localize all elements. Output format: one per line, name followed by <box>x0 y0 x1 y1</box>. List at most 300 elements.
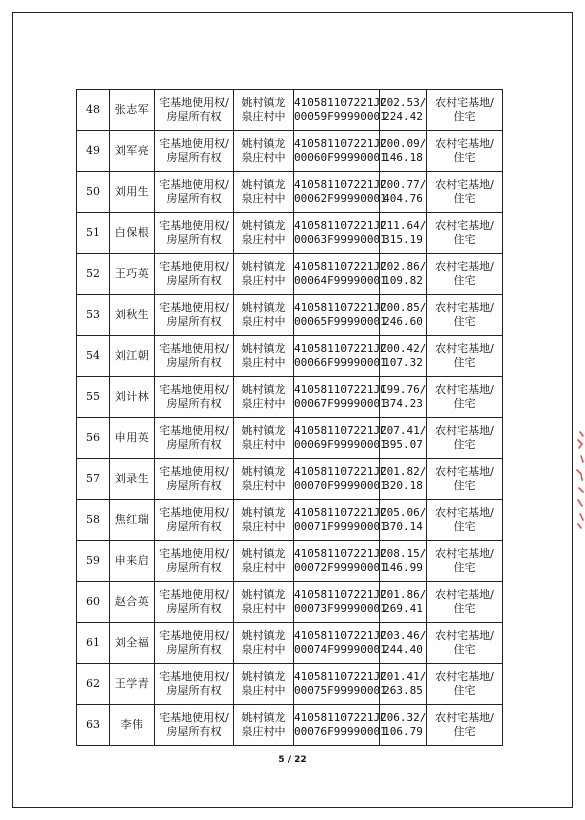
location-cell-text: 泉庄村中 <box>241 151 286 164</box>
row-number-cell-text: 55 <box>86 390 100 403</box>
right-type-cell <box>155 377 234 418</box>
row-number-cell <box>77 541 110 582</box>
area-cell-text: 200.85/ <box>380 301 427 314</box>
right-type-cell-text: 宅基地使用权/ <box>159 670 229 683</box>
parcel-code-cell-text: 410581107221JC <box>294 670 387 683</box>
right-type-cell <box>155 705 234 746</box>
location-cell-text: 姚村镇龙 <box>241 137 286 150</box>
row-number-cell <box>77 623 110 664</box>
owner-name-cell-text: 申来启 <box>114 554 150 567</box>
right-type-cell-text: 宅基地使用权/ <box>159 506 229 519</box>
area-cell <box>380 664 427 705</box>
page-number: 5 / 22 <box>278 755 307 765</box>
location-cell-text: 姚村镇龙 <box>241 260 286 273</box>
parcel-code-cell <box>294 541 387 582</box>
parcel-code-cell-text: 00073F99990001 <box>294 602 387 615</box>
owner-name-cell <box>110 295 155 336</box>
table-row <box>77 623 503 664</box>
location-cell-text: 姚村镇龙 <box>241 342 286 355</box>
parcel-code-cell-text: 410581107221JC <box>294 465 387 478</box>
land-use-cell-text: 住宅 <box>453 356 476 369</box>
parcel-code-cell <box>294 336 387 377</box>
parcel-code-cell-text: 00072F99990001 <box>294 561 387 574</box>
row-number-cell-text: 49 <box>86 144 100 157</box>
parcel-code-cell <box>294 459 387 500</box>
parcel-code-cell <box>294 131 387 172</box>
land-use-cell <box>427 90 503 131</box>
row-number-cell-text: 57 <box>86 472 100 485</box>
land-use-cell-text: 农村宅基地/ <box>435 670 494 683</box>
row-number-cell-text: 63 <box>86 718 100 731</box>
land-use-cell <box>427 213 503 254</box>
location-cell-text: 姚村镇龙 <box>241 547 286 560</box>
area-cell-text: 203.46/ <box>380 629 427 642</box>
parcel-code-cell <box>294 705 387 746</box>
table-row <box>77 131 503 172</box>
location-cell-text: 姚村镇龙 <box>241 588 286 601</box>
location-cell-text: 泉庄村中 <box>241 561 286 574</box>
area-cell <box>380 295 427 336</box>
area-cell <box>380 172 427 213</box>
area-cell-text: 146.18 <box>383 151 423 164</box>
parcel-code-cell-text: 00069F99990001 <box>294 438 387 451</box>
location-cell-text: 泉庄村中 <box>241 110 286 123</box>
location-cell-text: 泉庄村中 <box>241 192 286 205</box>
table-row <box>77 336 503 377</box>
land-use-cell-text: 住宅 <box>453 192 476 205</box>
land-use-cell <box>427 623 503 664</box>
land-use-cell-text: 农村宅基地/ <box>435 96 494 109</box>
right-type-cell-text: 宅基地使用权/ <box>159 383 229 396</box>
owner-name-cell <box>110 582 155 623</box>
parcel-code-cell-text: 410581107221JC <box>294 547 387 560</box>
right-type-cell <box>155 254 234 295</box>
owner-name-cell <box>110 623 155 664</box>
right-type-cell-text: 宅基地使用权/ <box>159 711 229 724</box>
right-type-cell <box>155 131 234 172</box>
area-cell <box>380 500 427 541</box>
location-cell <box>234 500 294 541</box>
owner-name-cell-text: 申用英 <box>114 431 150 444</box>
area-cell-text: 146.99 <box>383 561 423 574</box>
area-cell-text: 199.76/ <box>380 383 427 396</box>
right-type-cell-text: 宅基地使用权/ <box>159 260 229 273</box>
stamp-mark <box>577 432 583 528</box>
land-use-cell-text: 住宅 <box>453 274 476 287</box>
land-use-cell-text: 住宅 <box>453 479 476 492</box>
owner-name-cell-text: 王巧英 <box>114 267 150 280</box>
land-use-cell <box>427 254 503 295</box>
table-body <box>77 90 503 746</box>
location-cell-text: 姚村镇龙 <box>241 465 286 478</box>
owner-name-cell <box>110 131 155 172</box>
area-cell <box>380 213 427 254</box>
table-row <box>77 459 503 500</box>
parcel-code-cell <box>294 377 387 418</box>
right-type-cell-text: 房屋所有权 <box>166 356 222 369</box>
area-cell-text: 208.15/ <box>380 547 427 560</box>
location-cell <box>234 336 294 377</box>
area-cell-text: 207.41/ <box>380 424 427 437</box>
row-number-cell-text: 50 <box>86 185 100 198</box>
land-use-cell-text: 农村宅基地/ <box>435 178 494 191</box>
area-cell-text: 320.18 <box>383 479 423 492</box>
area-cell-text: 395.07 <box>383 438 423 451</box>
area-cell-text: 315.19 <box>383 233 423 246</box>
parcel-code-cell <box>294 623 387 664</box>
right-type-cell <box>155 541 234 582</box>
land-use-cell <box>427 459 503 500</box>
land-use-cell-text: 农村宅基地/ <box>435 342 494 355</box>
location-cell-text: 泉庄村中 <box>241 725 286 738</box>
owner-name-cell <box>110 90 155 131</box>
owner-name-cell <box>110 254 155 295</box>
location-cell <box>234 623 294 664</box>
row-number-cell-text: 56 <box>86 431 100 444</box>
right-type-cell <box>155 582 234 623</box>
row-number-cell-text: 53 <box>86 308 100 321</box>
row-number-cell <box>77 500 110 541</box>
right-type-cell-text: 宅基地使用权/ <box>159 424 229 437</box>
right-type-cell-text: 宅基地使用权/ <box>159 588 229 601</box>
area-cell-text: 224.42 <box>383 110 423 123</box>
row-number-cell-text: 60 <box>86 595 100 608</box>
land-use-cell <box>427 500 503 541</box>
parcel-code-cell-text: 410581107221JC <box>294 137 387 150</box>
land-use-cell-text: 农村宅基地/ <box>435 219 494 232</box>
area-cell-text: 205.06/ <box>380 506 427 519</box>
location-cell <box>234 213 294 254</box>
right-type-cell <box>155 664 234 705</box>
area-cell-text: 211.64/ <box>380 219 427 232</box>
land-use-cell <box>427 541 503 582</box>
location-cell-text: 泉庄村中 <box>241 479 286 492</box>
row-number-cell <box>77 582 110 623</box>
right-type-cell-text: 宅基地使用权/ <box>159 547 229 560</box>
land-use-cell <box>427 582 503 623</box>
right-type-cell-text: 房屋所有权 <box>166 561 222 574</box>
land-use-cell-text: 住宅 <box>453 233 476 246</box>
area-cell-text: 269.41 <box>383 602 423 615</box>
right-type-cell <box>155 336 234 377</box>
row-number-cell <box>77 336 110 377</box>
table-row <box>77 582 503 623</box>
row-number-cell-text: 58 <box>86 513 100 526</box>
row-number-cell <box>77 664 110 705</box>
area-cell-text: 107.32 <box>383 356 423 369</box>
location-cell-text: 姚村镇龙 <box>241 178 286 191</box>
parcel-code-cell-text: 00065F99990001 <box>294 315 387 328</box>
parcel-code-cell-text: 00067F99990001 <box>294 397 387 410</box>
right-type-cell-text: 宅基地使用权/ <box>159 219 229 232</box>
row-number-cell <box>77 295 110 336</box>
location-cell-text: 泉庄村中 <box>241 438 286 451</box>
parcel-code-cell-text: 00071F99990001 <box>294 520 387 533</box>
owner-name-cell <box>110 541 155 582</box>
location-cell <box>234 172 294 213</box>
owner-name-cell <box>110 705 155 746</box>
location-cell <box>234 582 294 623</box>
land-use-cell-text: 农村宅基地/ <box>435 547 494 560</box>
owner-name-cell-text: 刘用生 <box>114 185 150 198</box>
land-use-cell-text: 农村宅基地/ <box>435 506 494 519</box>
right-type-cell-text: 宅基地使用权/ <box>159 465 229 478</box>
owner-name-cell <box>110 459 155 500</box>
right-type-cell-text: 宅基地使用权/ <box>159 178 229 191</box>
parcel-code-cell-text: 00062F99990001 <box>294 192 387 205</box>
right-type-cell-text: 房屋所有权 <box>166 479 222 492</box>
right-type-cell-text: 房屋所有权 <box>166 233 222 246</box>
owner-name-cell <box>110 418 155 459</box>
table-row <box>77 213 503 254</box>
land-use-cell-text: 住宅 <box>453 110 476 123</box>
area-cell <box>380 705 427 746</box>
area-cell <box>380 582 427 623</box>
land-use-cell-text: 住宅 <box>453 520 476 533</box>
area-cell-text: 202.86/ <box>380 260 427 273</box>
parcel-code-cell-text: 00070F99990001 <box>294 479 387 492</box>
parcel-code-cell <box>294 664 387 705</box>
location-cell-text: 泉庄村中 <box>241 315 286 328</box>
parcel-code-cell <box>294 254 387 295</box>
land-use-cell-text: 农村宅基地/ <box>435 588 494 601</box>
land-use-cell <box>427 377 503 418</box>
land-use-cell-text: 住宅 <box>453 438 476 451</box>
area-cell-text: 244.40 <box>383 643 423 656</box>
location-cell-text: 泉庄村中 <box>241 602 286 615</box>
parcel-code-cell-text: 410581107221JC <box>294 588 387 601</box>
right-type-cell-text: 宅基地使用权/ <box>159 301 229 314</box>
row-number-cell-text: 51 <box>86 226 100 239</box>
area-cell-text: 246.60 <box>383 315 423 328</box>
land-use-cell-text: 住宅 <box>453 315 476 328</box>
location-cell-text: 泉庄村中 <box>241 356 286 369</box>
location-cell-text: 姚村镇龙 <box>241 629 286 642</box>
table-row <box>77 500 503 541</box>
right-type-cell <box>155 172 234 213</box>
location-cell-text: 姚村镇龙 <box>241 424 286 437</box>
right-type-cell <box>155 295 234 336</box>
right-type-cell-text: 房屋所有权 <box>166 438 222 451</box>
land-use-cell-text: 住宅 <box>453 561 476 574</box>
location-cell-text: 泉庄村中 <box>241 233 286 246</box>
parcel-code-cell-text: 410581107221JC <box>294 424 387 437</box>
owner-name-cell <box>110 664 155 705</box>
right-type-cell-text: 宅基地使用权/ <box>159 96 229 109</box>
location-cell-text: 姚村镇龙 <box>241 670 286 683</box>
right-type-cell-text: 房屋所有权 <box>166 602 222 615</box>
right-type-cell-text: 宅基地使用权/ <box>159 629 229 642</box>
right-type-cell <box>155 213 234 254</box>
row-number-cell-text: 59 <box>86 554 100 567</box>
right-type-cell-text: 房屋所有权 <box>166 315 222 328</box>
table-row <box>77 90 503 131</box>
location-cell <box>234 541 294 582</box>
parcel-code-cell <box>294 418 387 459</box>
parcel-code-cell-text: 410581107221JC <box>294 383 387 396</box>
table-row <box>77 172 503 213</box>
land-use-cell <box>427 172 503 213</box>
area-cell-text: 370.14 <box>383 520 423 533</box>
right-type-cell <box>155 90 234 131</box>
right-type-cell <box>155 623 234 664</box>
row-number-cell <box>77 418 110 459</box>
area-cell-text: 201.86/ <box>380 588 427 601</box>
row-number-cell <box>77 213 110 254</box>
parcel-code-cell-text: 410581107221JC <box>294 178 387 191</box>
area-cell <box>380 336 427 377</box>
land-use-cell-text: 住宅 <box>453 684 476 697</box>
owner-name-cell <box>110 377 155 418</box>
area-cell-text: 109.82 <box>383 274 423 287</box>
location-cell <box>234 254 294 295</box>
parcel-code-cell-text: 00066F99990001 <box>294 356 387 369</box>
parcel-code-cell <box>294 295 387 336</box>
parcel-code-cell-text: 410581107221JC <box>294 711 387 724</box>
parcel-code-cell-text: 410581107221JC <box>294 629 387 642</box>
parcel-code-cell-text: 00075F99990001 <box>294 684 387 697</box>
owner-name-cell-text: 刘秋生 <box>114 308 150 321</box>
right-type-cell-text: 房屋所有权 <box>166 110 222 123</box>
land-use-cell <box>427 131 503 172</box>
right-type-cell <box>155 500 234 541</box>
location-cell <box>234 418 294 459</box>
owner-name-cell <box>110 336 155 377</box>
parcel-code-cell-text: 00064F99990001 <box>294 274 387 287</box>
right-type-cell-text: 房屋所有权 <box>166 192 222 205</box>
right-type-cell-text: 房屋所有权 <box>166 684 222 697</box>
location-cell-text: 姚村镇龙 <box>241 219 286 232</box>
owner-name-cell-text: 刘全福 <box>114 636 150 649</box>
area-cell <box>380 254 427 295</box>
area-cell <box>380 131 427 172</box>
location-cell-text: 泉庄村中 <box>241 684 286 697</box>
location-cell <box>234 90 294 131</box>
row-number-cell <box>77 172 110 213</box>
land-use-cell-text: 住宅 <box>453 725 476 738</box>
land-use-cell-text: 农村宅基地/ <box>435 711 494 724</box>
parcel-code-cell <box>294 582 387 623</box>
location-cell-text: 泉庄村中 <box>241 397 286 410</box>
land-use-cell-text: 农村宅基地/ <box>435 260 494 273</box>
owner-name-cell <box>110 172 155 213</box>
right-type-cell-text: 房屋所有权 <box>166 643 222 656</box>
parcel-code-cell-text: 00074F99990001 <box>294 643 387 656</box>
area-cell <box>380 623 427 664</box>
owner-name-cell-text: 刘计林 <box>114 390 150 403</box>
land-use-cell <box>427 664 503 705</box>
owner-name-cell <box>110 213 155 254</box>
owner-name-cell-text: 刘军亮 <box>114 144 150 157</box>
row-number-cell <box>77 459 110 500</box>
location-cell-text: 姚村镇龙 <box>241 96 286 109</box>
row-number-cell-text: 62 <box>86 677 100 690</box>
right-type-cell <box>155 459 234 500</box>
parcel-code-cell-text: 00076F99990001 <box>294 725 387 738</box>
table-row <box>77 705 503 746</box>
area-cell-text: 202.53/ <box>380 96 427 109</box>
registration-table <box>76 89 503 746</box>
right-type-cell-text: 房屋所有权 <box>166 397 222 410</box>
parcel-code-cell-text: 00059F99990001 <box>294 110 387 123</box>
owner-name-cell-text: 张志军 <box>114 103 150 116</box>
area-cell-text: 201.82/ <box>380 465 427 478</box>
location-cell-text: 泉庄村中 <box>241 520 286 533</box>
location-cell-text: 姚村镇龙 <box>241 506 286 519</box>
land-use-cell <box>427 705 503 746</box>
owner-name-cell-text: 刘江朝 <box>114 349 150 362</box>
location-cell <box>234 459 294 500</box>
location-cell <box>234 377 294 418</box>
right-type-cell-text: 宅基地使用权/ <box>159 137 229 150</box>
row-number-cell-text: 48 <box>86 103 100 116</box>
area-cell-text: 201.41/ <box>380 670 427 683</box>
location-cell-text: 泉庄村中 <box>241 274 286 287</box>
right-type-cell-text: 房屋所有权 <box>166 151 222 164</box>
row-number-cell-text: 61 <box>86 636 100 649</box>
table-row <box>77 541 503 582</box>
row-number-cell <box>77 254 110 295</box>
table-row <box>77 295 503 336</box>
owner-name-cell <box>110 500 155 541</box>
owner-name-cell-text: 白保根 <box>114 226 150 239</box>
parcel-code-cell <box>294 213 387 254</box>
parcel-code-cell-text: 410581107221JC <box>294 260 387 273</box>
parcel-code-cell-text: 00063F99990001 <box>294 233 387 246</box>
parcel-code-cell <box>294 500 387 541</box>
area-cell-text: 106.79 <box>383 725 423 738</box>
land-use-cell-text: 农村宅基地/ <box>435 301 494 314</box>
location-cell <box>234 295 294 336</box>
parcel-code-cell-text: 410581107221JC <box>294 219 387 232</box>
location-cell-text: 姚村镇龙 <box>241 301 286 314</box>
row-number-cell-text: 52 <box>86 267 100 280</box>
location-cell <box>234 131 294 172</box>
location-cell-text: 泉庄村中 <box>241 643 286 656</box>
right-type-cell-text: 房屋所有权 <box>166 725 222 738</box>
location-cell-text: 姚村镇龙 <box>241 383 286 396</box>
land-use-cell <box>427 418 503 459</box>
parcel-code-cell-text: 410581107221JC <box>294 506 387 519</box>
right-type-cell <box>155 418 234 459</box>
area-cell <box>380 459 427 500</box>
parcel-code-cell <box>294 172 387 213</box>
land-use-cell-text: 农村宅基地/ <box>435 424 494 437</box>
owner-name-cell-text: 王学青 <box>114 677 150 690</box>
row-number-cell <box>77 705 110 746</box>
table-row <box>77 664 503 705</box>
parcel-code-cell-text: 410581107221JC <box>294 342 387 355</box>
land-use-cell <box>427 336 503 377</box>
row-number-cell <box>77 131 110 172</box>
land-use-cell-text: 农村宅基地/ <box>435 629 494 642</box>
area-cell <box>380 418 427 459</box>
land-use-cell <box>427 295 503 336</box>
area-cell <box>380 541 427 582</box>
land-use-cell-text: 农村宅基地/ <box>435 465 494 478</box>
area-cell-text: 404.76 <box>383 192 423 205</box>
table-row <box>77 254 503 295</box>
row-number-cell-text: 54 <box>86 349 100 362</box>
owner-name-cell-text: 李伟 <box>120 718 144 731</box>
parcel-code-cell <box>294 90 387 131</box>
land-use-cell-text: 住宅 <box>453 643 476 656</box>
area-cell-text: 200.42/ <box>380 342 427 355</box>
land-use-cell-text: 住宅 <box>453 397 476 410</box>
right-type-cell-text: 房屋所有权 <box>166 274 222 287</box>
owner-name-cell-text: 焦红瑞 <box>114 513 150 526</box>
owner-name-cell-text: 刘录生 <box>114 472 150 485</box>
